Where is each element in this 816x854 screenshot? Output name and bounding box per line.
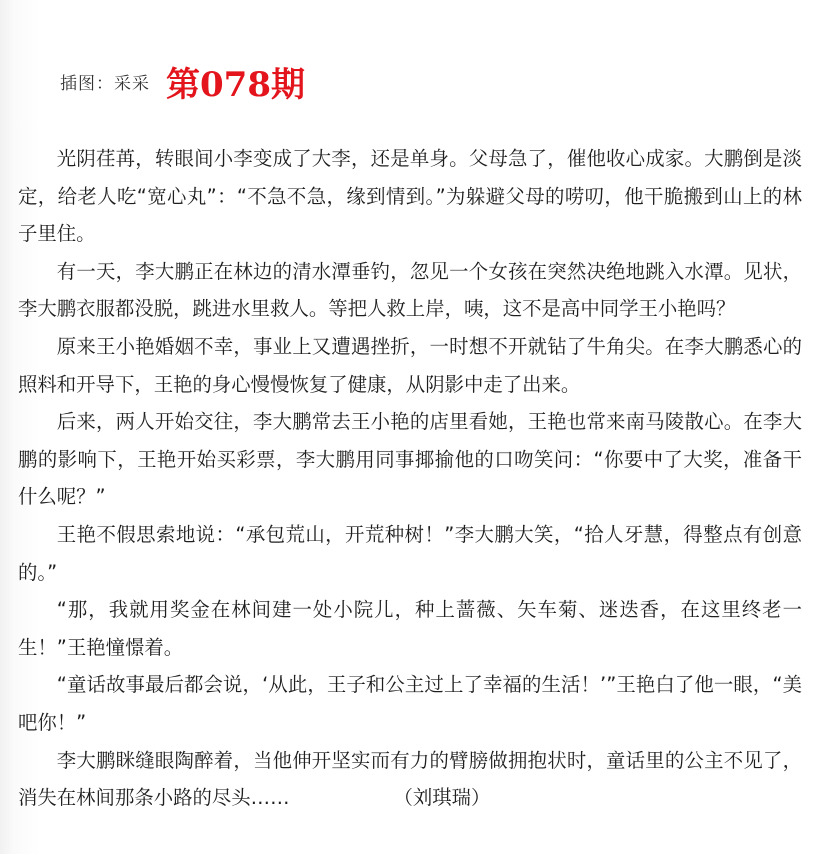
article-body [18,140,802,817]
paragraph: 王艳不假思索地说：“承包荒山，开荒种树！”李大鹏大笑，“拾人牙慧，得整点有创意的。” [18,522,802,584]
paragraph: 有一天，李大鹏正在林边的清水潭垂钓，忽见一个女孩在突然决绝地跳入水潭。见状，李大鹏衣服都没脱，跳进水里救人。等把人救上岸，咦，这不是高中同学王小艳吗？ [18,259,802,321]
illustration-credit: 插图：采采 [60,73,150,94]
author-byline: （刘琪瑞） [393,786,491,810]
paragraph-text: 李大鹏眯缝眼陶醉着，当他伸开坚实而有力的臂膀做拥抱状时，童话里的公主不见了，消失在林间那条小路的尽头…… [18,748,802,810]
paragraph: 原来王小艳婚姻不幸，事业上又遭遇挫折，一时想不开就钻了牛角尖。在李大鹏悉心的照料和开导下，王艳的身心慢慢恢复了健康，从阴影中走了出来。 [18,334,802,396]
page-header [60,58,305,104]
last-paragraph [18,742,802,817]
paragraph: 后来，两人开始交往，李大鹏常去王小艳的店里看她，王艳也常来南马陵散心。在李大鹏的影响下，王艳开始买彩票，李大鹏用同事揶揄他的口吻笑问：“你要中了大奖，准备干什么呢？” [18,410,802,509]
issue-number: 第078期 [166,64,305,105]
paragraph: 光阴荏苒，转眼间小李变成了大李，还是单身。父母急了，催他收心成家。大鹏倒是淡定，给老人吃“宽心丸”：“不急不急，缘到情到。”为躲避父母的唠叨，他干脆搬到山上的林子里住。 [18,147,802,246]
paragraph: “那，我就用奖金在林间建一处小院儿，种上蔷薇、矢车菊、迷迭香，在这里终老一生！”王艳憧憬着。 [18,598,802,659]
paragraph: “童话故事最后都会说，‘从此，王子和公主过上了幸福的生活！’”王艳白了他一眼，“美吧你！” [18,673,802,734]
